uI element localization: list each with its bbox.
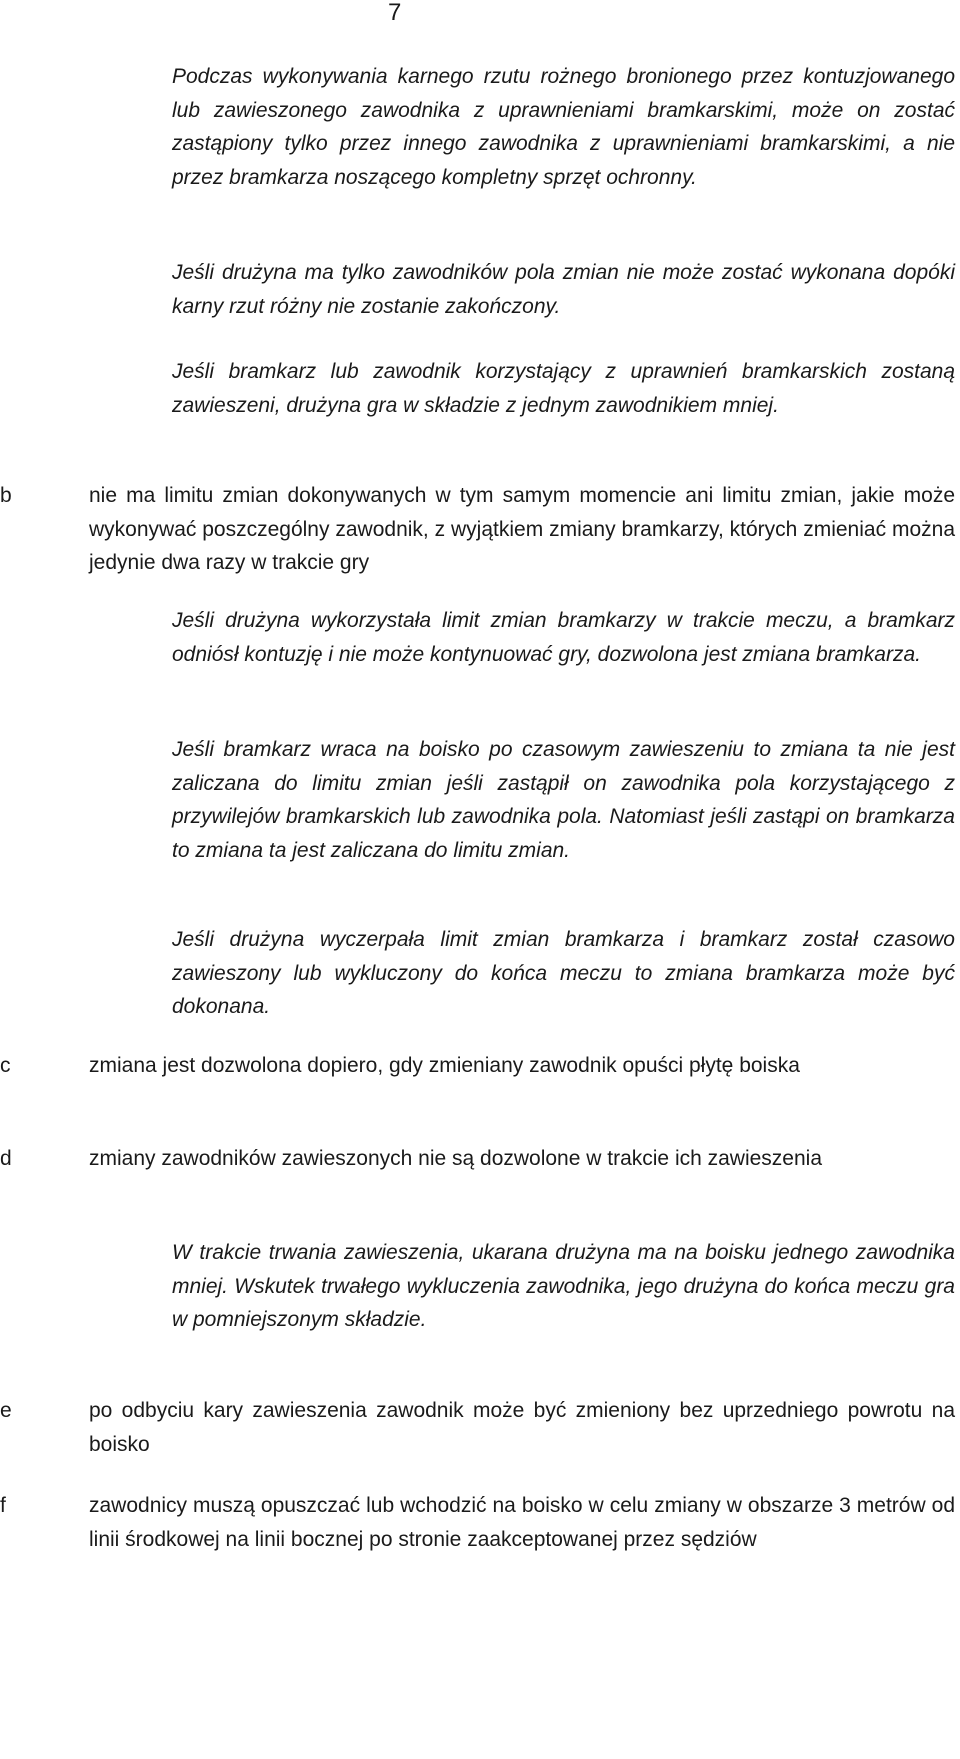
list-item-text: zawodnicy muszą opuszczać lub wchodzić na boisko w celu zmiany w obszarze 3 metrów od linii środkowej na linii bocznej po stronie zaakceptowanej przez sędziów <box>89 1494 955 1551</box>
list-item-text: zmiana jest dozwolona dopiero, gdy zmieniany zawodnik opuści płytę boiska <box>89 1054 800 1077</box>
list-item-letter: c <box>0 1054 11 1077</box>
note-paragraph: Jeśli drużyna wykorzystała limit zmian bramkarzy w trakcie meczu, a bramkarz odniósł kontuzję i nie może kontynuować gry, dozwolona jest zmiana bramkarza. <box>172 609 955 666</box>
list-item-letter: b <box>0 484 12 507</box>
note-paragraph: W trakcie trwania zawieszenia, ukarana drużyna ma na boisku jednego zawodnika mniej. Wskutek trwałego wykluczenia zawodnika, jego drużyna do końca meczu gra w pomniejszonym składzie. <box>172 1241 955 1331</box>
list-item-letter: d <box>0 1147 12 1170</box>
list-item-letter: e <box>0 1399 12 1422</box>
note-paragraph: Podczas wykonywania karnego rzutu rożnego bronionego przez kontuzjowanego lub zawieszonego zawodnika z uprawnieniami bramkarskimi, może on zostać zastąpiony tylko przez innego zawodnika z uprawnieniami bramkarskimi, a nie przez bramkarza noszącego kompletny sprzęt ochronny. <box>172 65 955 189</box>
page-number: 7 <box>388 0 402 26</box>
list-item-text: zmiany zawodników zawieszonych nie są dozwolone w trakcie ich zawieszenia <box>89 1147 823 1170</box>
list-item-text: po odbyciu kary zawieszenia zawodnik może być zmieniony bez uprzedniego powrotu na boisko <box>89 1399 955 1456</box>
note-paragraph: Jeśli bramkarz lub zawodnik korzystający z uprawnień bramkarskich zostaną zawieszeni, drużyna gra w składzie z jednym zawodnikiem mniej. <box>172 360 955 417</box>
list-item-letter: f <box>0 1494 6 1517</box>
note-paragraph: Jeśli drużyna wyczerpała limit zmian bramkarza i bramkarz został czasowo zawieszony lub wykluczony do końca meczu to zmiana bramkarza może być dokonana. <box>172 928 955 1018</box>
note-paragraph: Jeśli drużyna ma tylko zawodników pola zmian nie może zostać wykonana dopóki karny rzut różny nie zostanie zakończony. <box>172 261 955 318</box>
note-paragraph: Jeśli bramkarz wraca na boisko po czasowym zawieszeniu to zmiana ta nie jest zaliczana do limitu zmian jeśli zastąpił on zawodnika pola korzystającego z przywilejów bramkarskich lub zawodnika pola. Natomiast jeśli zastąpi on bramkarza to zmiana ta jest zaliczana do limitu zmian. <box>172 738 955 862</box>
list-item-text: nie ma limitu zmian dokonywanych w tym samym momencie ani limitu zmian, jakie może wykonywać poszczególny zawodnik, z wyjątkiem zmiany bramkarzy, których zmieniać można jedynie dwa razy w trakcie gry <box>89 484 955 574</box>
